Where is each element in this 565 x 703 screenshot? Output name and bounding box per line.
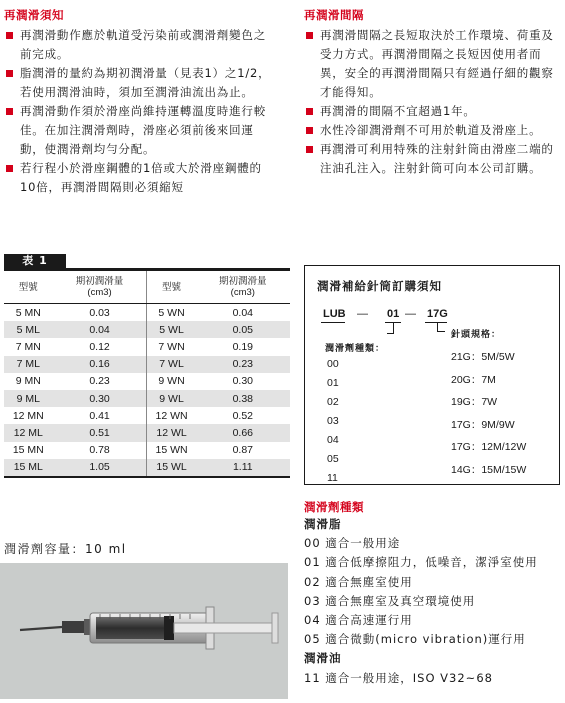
column-header: 期初潤滑量 (cm3) <box>196 270 290 304</box>
table-row <box>4 424 290 441</box>
table-row <box>4 338 290 355</box>
table-cell: 12 MN <box>12 409 44 422</box>
table-cell: 0.12 <box>89 340 110 353</box>
table-row <box>4 407 290 424</box>
table-label: 表 1 <box>4 254 66 268</box>
table-cell: 15 WN <box>147 442 196 459</box>
relubrication-interval-title: 再潤滑間隔 <box>304 8 364 22</box>
table-cell: 12 WN <box>147 407 196 424</box>
table-row <box>4 459 290 477</box>
capacity-text: 潤滑劑容量：10 ml <box>4 542 127 556</box>
table-cell: 0.41 <box>89 409 110 422</box>
table-cell: 12 WL <box>147 424 196 441</box>
column-header: 型號 <box>4 270 53 304</box>
needle-spec: 17G：9M/9W <box>451 418 515 431</box>
table-cell: 15 WL <box>147 459 196 477</box>
syringe-icon <box>0 563 288 699</box>
lubricant-types-list <box>304 515 538 688</box>
list-item: 脂潤滑的量約為期初潤滑量（見表1）之1/2，若使用潤滑油時，須加至潤滑油流出為止。 <box>4 64 274 102</box>
oil-header: 潤滑油 <box>304 651 342 666</box>
needle-spec: 19G：7W <box>451 396 498 408</box>
relubrication-notes-title: 再潤滑須知 <box>4 8 64 22</box>
table-cell: 9 WN <box>147 373 196 390</box>
list-item: 01 適合低摩擦阻力，低噪音，潔淨室使用 <box>304 555 538 570</box>
table-cell: 0.19 <box>232 340 254 353</box>
list-item: 11 適合一般用途，ISO V32~68 <box>304 670 493 685</box>
code-underline <box>425 322 447 323</box>
table-cell: 0.04 <box>53 321 147 338</box>
code-lube-type: 01 <box>387 308 400 320</box>
syringe-order-box <box>304 265 560 485</box>
table-cell: 0.52 <box>232 409 254 422</box>
table-cell: 12 ML <box>4 424 53 441</box>
lube-type-label: 潤滑劑種類： <box>325 343 386 353</box>
list-item: 水性冷卻潤滑劑不可用於軌道及滑座上。 <box>304 121 560 140</box>
column-header: 期初潤滑量 (cm3) <box>53 270 147 304</box>
code-needle: 17G <box>427 308 448 320</box>
table-cell: 15 MN <box>12 444 44 457</box>
list-item: 00 適合一般用途 <box>304 536 401 551</box>
code-dash: — <box>405 308 416 320</box>
needle-spec: 17G：12M/12W <box>451 441 527 453</box>
code-prefix: LUB <box>323 308 346 320</box>
table-cell: 0.05 <box>196 321 290 338</box>
table-cell: 0.30 <box>232 375 254 388</box>
table-cell: 7 WL <box>147 356 196 373</box>
table-cell: 15 ML <box>4 459 53 477</box>
lube-type-code: 11 <box>327 472 338 484</box>
lube-type-code: 02 <box>327 396 339 408</box>
table-row <box>4 321 290 338</box>
table-cell: 0.23 <box>89 375 110 388</box>
table-row <box>4 390 290 407</box>
table-cell: 0.38 <box>196 390 290 407</box>
table-cell: 5 WL <box>147 321 196 338</box>
needle-spec: 21G：5M/5W <box>451 351 515 363</box>
code-underline <box>321 322 345 323</box>
table-cell: 7 MN <box>15 340 41 353</box>
initial-lubrication-table <box>4 268 290 478</box>
table-row <box>4 356 290 373</box>
table-row <box>4 442 290 459</box>
list-item: 03 適合無塵室及真空環境使用 <box>304 593 476 608</box>
connector-line <box>437 323 438 331</box>
list-item: 再潤滑動作應於軌道受污染前或潤滑劑變色之前完成。 <box>4 26 274 64</box>
table-cell: 0.23 <box>196 356 290 373</box>
connector-line <box>393 323 394 333</box>
relubrication-notes-list <box>4 26 274 197</box>
table-cell: 5 WN <box>147 304 196 322</box>
connector-line <box>437 331 445 332</box>
column-header: 型號 <box>147 270 196 304</box>
table-cell: 9 MN <box>15 375 41 388</box>
table-cell: 0.03 <box>89 306 110 319</box>
table-cell: 1.11 <box>196 459 290 477</box>
list-item: 再潤滑動作須於滑座尚維持運轉溫度時進行較佳。在加注潤滑劑時，滑座必須前後來回運動，使潤滑劑均勻分配。 <box>4 102 274 159</box>
syringe-photo <box>0 563 288 699</box>
list-item: 02 適合無塵室使用 <box>304 574 413 589</box>
list-item: 若行程小於滑座鋼體的1倍或大於滑座鋼體的10倍，再潤滑間隔則必須縮短 <box>4 159 274 197</box>
needle-spec: 14G：15M/15W <box>451 463 527 476</box>
table-cell: 7 ML <box>4 356 53 373</box>
table-cell: 9 WL <box>147 390 196 407</box>
table-cell: 0.78 <box>89 444 110 457</box>
table-cell: 0.51 <box>53 424 147 441</box>
lube-type-code: 05 <box>327 453 339 465</box>
lube-type-code: 04 <box>327 434 339 446</box>
list-item: 再潤滑的間隔不宜超過1年。 <box>304 102 560 121</box>
table-cell: 0.16 <box>53 356 147 373</box>
needle-spec-label: 針頭規格： <box>451 329 502 339</box>
lubricant-types-title: 潤滑劑種類 <box>304 500 364 514</box>
list-item: 再潤滑間隔之長短取決於工作環境、荷重及受力方式。再潤滑間隔之長短因使用者而異，安全的再潤滑間隔只有經過仔細的觀察才能得知。 <box>304 26 560 102</box>
needle-spec: 20G：7M <box>451 373 496 386</box>
relubrication-interval-list <box>304 26 560 178</box>
lube-type-code: 00 <box>327 358 339 370</box>
table-cell: 5 ML <box>4 321 53 338</box>
table-cell: 0.04 <box>232 306 254 319</box>
table-cell: 0.30 <box>53 390 147 407</box>
order-box-title: 潤滑補給針筒訂購須知 <box>317 281 442 293</box>
connector-line <box>387 333 394 334</box>
lube-type-code: 03 <box>327 415 339 427</box>
table-cell: 1.05 <box>53 459 147 477</box>
table-cell: 0.66 <box>196 424 290 441</box>
table-cell: 7 WN <box>147 338 196 355</box>
list-item: 05 適合微動(micro vibration)運行用 <box>304 632 526 647</box>
table-cell: 0.87 <box>232 444 254 457</box>
table-cell: 9 ML <box>4 390 53 407</box>
list-item: 再潤滑可利用特殊的注射針筒由滑座二端的注油孔注入。注射針筒可向本公司訂購。 <box>304 140 560 178</box>
grease-header: 潤滑脂 <box>304 517 342 531</box>
lube-type-code: 01 <box>327 377 339 389</box>
table-row <box>4 304 290 322</box>
table-row <box>4 373 290 390</box>
code-dash: — <box>357 308 368 320</box>
table-cell: 5 MN <box>15 306 41 319</box>
list-item: 04 適合高速運行用 <box>304 613 413 628</box>
